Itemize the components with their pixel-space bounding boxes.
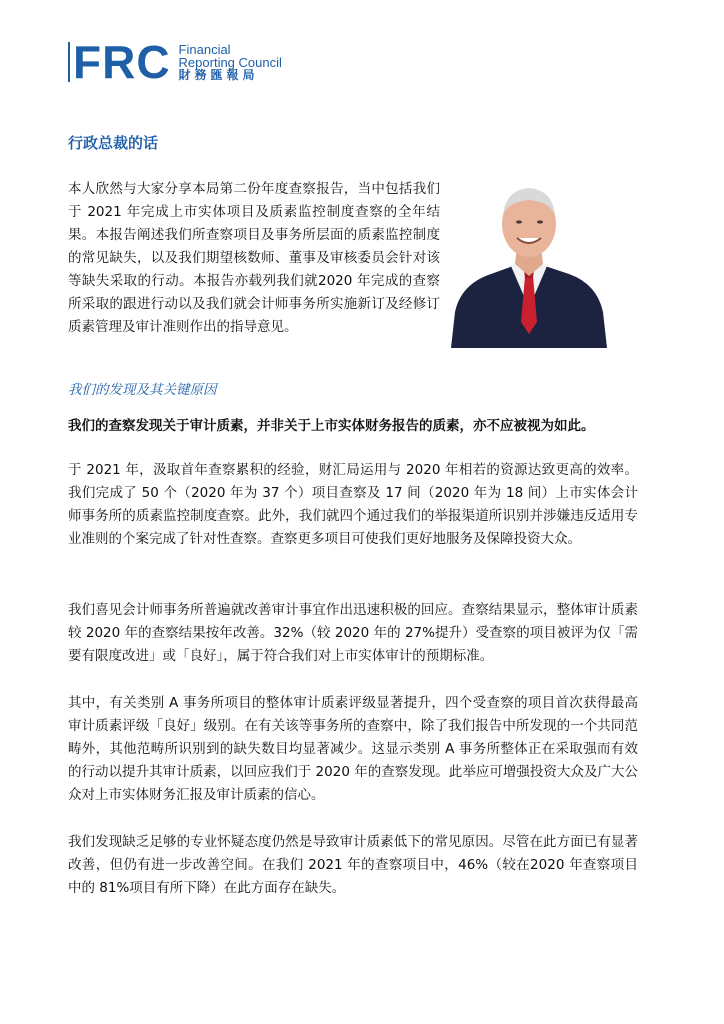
- frc-logo: [68, 36, 282, 88]
- intro-paragraph: 本人欣然与大家分享本局第二份年度查察报告，当中包括我们于 2021 年完成上市实体项目及质素监控制度查察的全年结果。本报告阐述我们所查察项目及事务所层面的质素监控制度的常见缺失，以及我们期望核数师、董事及审核委员会针对该等缺失采取的行动。本报告亦载列我们就2020 年完成的查察所采取的跟进行动以及我们就会计师事务所实施新订及经修订质素管理及审计准则作出的指导意见。: [68, 181, 440, 335]
- logo-bar: [68, 42, 70, 82]
- body-paragraph: 我们发现缺乏足够的专业怀疑态度仍然是导致审计质素低下的常见原因。尽管在此方面已有显著改善，但仍有进一步改善空间。在我们 2021 年的查察项目中，46%（较在2020 年查察项目中的 81%项目有所下降）在此方面存在缺失。: [68, 834, 638, 896]
- key-statement: 我们的查察发现关于审计质素，并非关于上市实体财务报告的质素，亦不应被视为如此。: [68, 418, 595, 434]
- page-title: 行政总裁的话: [68, 134, 159, 152]
- logo-line-reporting-council: Reporting Council: [178, 54, 282, 70]
- logo-mark: FRC: [73, 36, 171, 88]
- section-subheading: 我们的发现及其关键原因: [68, 382, 217, 398]
- body-paragraph: 于 2021 年，汲取首年查察累积的经验，财汇局运用与 2020 年相若的资源达致更高的效率。我们完成了 50 个（2020 年为 37 个）项目查察及 17 间（2020 年为 18 间）上市实体会计师事务所的质素监控制度查察。此外，我们就四个通过我们的举报渠道所识别并涉嫌违反适用专业准则的个案完成了针对性查察。查察更多项目可使我们更好地服务及保障投资大众。: [68, 462, 638, 547]
- body-paragraph: 我们喜见会计师事务所普遍就改善审计事宜作出迅速积极的回应。查察结果显示，整体审计质素较 2020 年的查察结果按年改善。32%（较 2020 年的 27%提升）受查察的项目被评为仅「需要有限度改进」或「良好」，属于符合我们对上市实体审计的预期标准。: [68, 602, 638, 664]
- logo-line-financial: Financial: [178, 41, 231, 57]
- body-paragraph: 其中，有关类别 A 事务所项目的整体审计质素评级显著提升，四个受查察的项目首次获得最高审计质素评级「良好」级别。在有关该等事务所的查察中，除了我们报告中所发现的一个共同范畴外，其他范畴所识别到的缺失数目均显著减少。这显示类别 A 事务所整体正在采取强而有效的行动以提升其审计质素，以回应我们于 2020 年的查察发现。此举应可增强投资大众及广大公众对上市实体财务汇报及审计质素的信心。: [68, 695, 638, 803]
- ceo-portrait-photo: [451, 172, 607, 348]
- logo-text: [179, 43, 282, 82]
- logo-line-chinese: 財務匯報局: [178, 67, 259, 82]
